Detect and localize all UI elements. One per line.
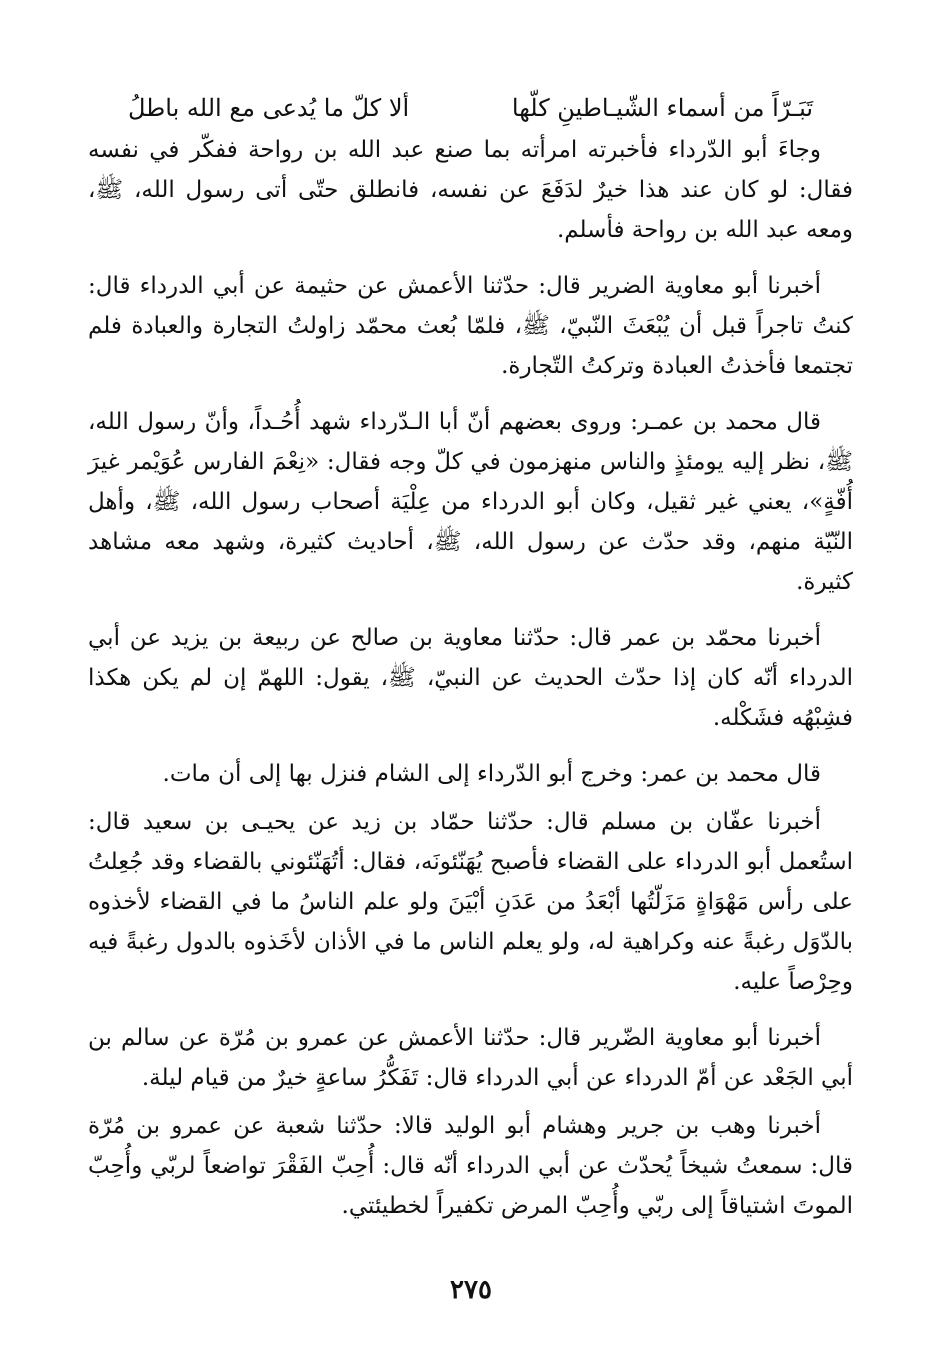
paragraph-uhud: قال محمد بن عمـر: وروى بعضهم أنّ أبا الـدّرداء شهد أُحُـداً، وأنّ رسول الله، ﷺ، نظر إليه يومئذٍ والناس منهزمون في كلّ وجه فقال: «نِعْمَ الفارس عُوَيْمر غيرَ أُفّةٍ»، يعني غير ثقيل، وكان أبو الدرداء من عِلْيَة أصحاب رسول الله، ﷺ، وأهل النّيّة منهم، وقد حدّث عن رسول الله، ﷺ، أحاديث كثيرة، وشهد معه مشاهد كثيرة.	[88, 409, 853, 595]
paragraph-judgeship: أخبرنا عفّان بن مسلم قال: حدّثنا حمّاد بن زيد عن يحيـى بن سعيد قال: استُعمل أبو الدرداء على القضاء فأصبح يُهَنّئونَه، فقال: أتُهَنّئوني بالقضاء وقد جُعِلتُ على رأس مَهْوَاةٍ مَزَلّتُها أبْعَدُ من عَدَنِ أبْيَنَ ولو علم الناسُ ما في القضاء لأخذوه بالدّوَل رغبةً عنه وكراهية له، ولو يعلم الناس ما في الأذان لأخَذوه بالدول رغبةً فيه وحِرْصاً عليه.	[88, 809, 853, 995]
paragraph-sham: قال محمد بن عمر: وخرج أبو الدّرداء إلى الشام فنزل بها إلى أن مات.	[162, 761, 821, 787]
paragraph-hadith-narration: أخبرنا محمّد بن عمر قال: حدّثنا معاوية بن صالح عن ربيعة بن يزيد عن أبي الدرداء أنّه كان إذا حدّث الحديث عن النبيّ، ﷺ، يقول: اللهمّ إن لم يكن هكذا فشِبْهُه فشَكْله.	[88, 625, 853, 731]
verse-second-hemistich: ألا كلّ ما يُدعى مع الله باطلُ	[128, 94, 410, 122]
paragraph-merchant: أخبرنا أبو معاوية الضرير قال: حدّثنا الأعمش عن حثيمة عن أبي الدرداء قال: كنتُ تاجراً قبل أن يُبْعَثَ النّبيّ، ﷺ، فلمّا بُعث محمّد زاولتُ التجارة والعبادة فلم تجتمعا فأخذتُ العبادة وتركتُ التّجارة.	[88, 273, 853, 379]
page-body	[88, 88, 853, 1348]
page-number: ٢٧٥	[450, 1275, 492, 1305]
poem-verse	[88, 88, 853, 128]
verse-first-hemistich: تَبَـرّاً من أسماء الشّيـاطينِ كلّها	[511, 94, 813, 122]
paragraph-conversion: وجاءَ أبو الدّرداء فأخبرته امرأته بما صنع عبد الله بن رواحة ففكّر في نفسه فقال: لو كان عند هذا خيرٌ لدَفَعَ عن نفسه، فانطلق حتّى أتى رسول الله، ﷺ، ومعه عبد الله بن رواحة فأسلم.	[88, 137, 853, 243]
paragraph-contemplation: أخبرنا أبو معاوية الضّرير قال: حدّثنا الأعمش عن عمرو بن مُرّة عن سالم بن أبي الجَعْد عن أمّ الدرداء عن أبي الدرداء قال: تَفَكُّرُ ساعةٍ خيرٌ من قيام ليلة.	[88, 1025, 853, 1091]
paragraph-poverty: أخبرنا وهب بن جرير وهشام أبو الوليد قالا: حدّثنا شعبة عن عمرو بن مُرّة قال: سمعتُ شيخاً يُحدّث عن أبي الدرداء أنّه قال: أُحِبّ الفَقْرَ تواضعاً لربّي وأُحِبّ الموتَ اشتياقاً إلى ربّي وأُحِبّ المرض تكفيراً لخطيئتي.	[88, 1113, 853, 1219]
